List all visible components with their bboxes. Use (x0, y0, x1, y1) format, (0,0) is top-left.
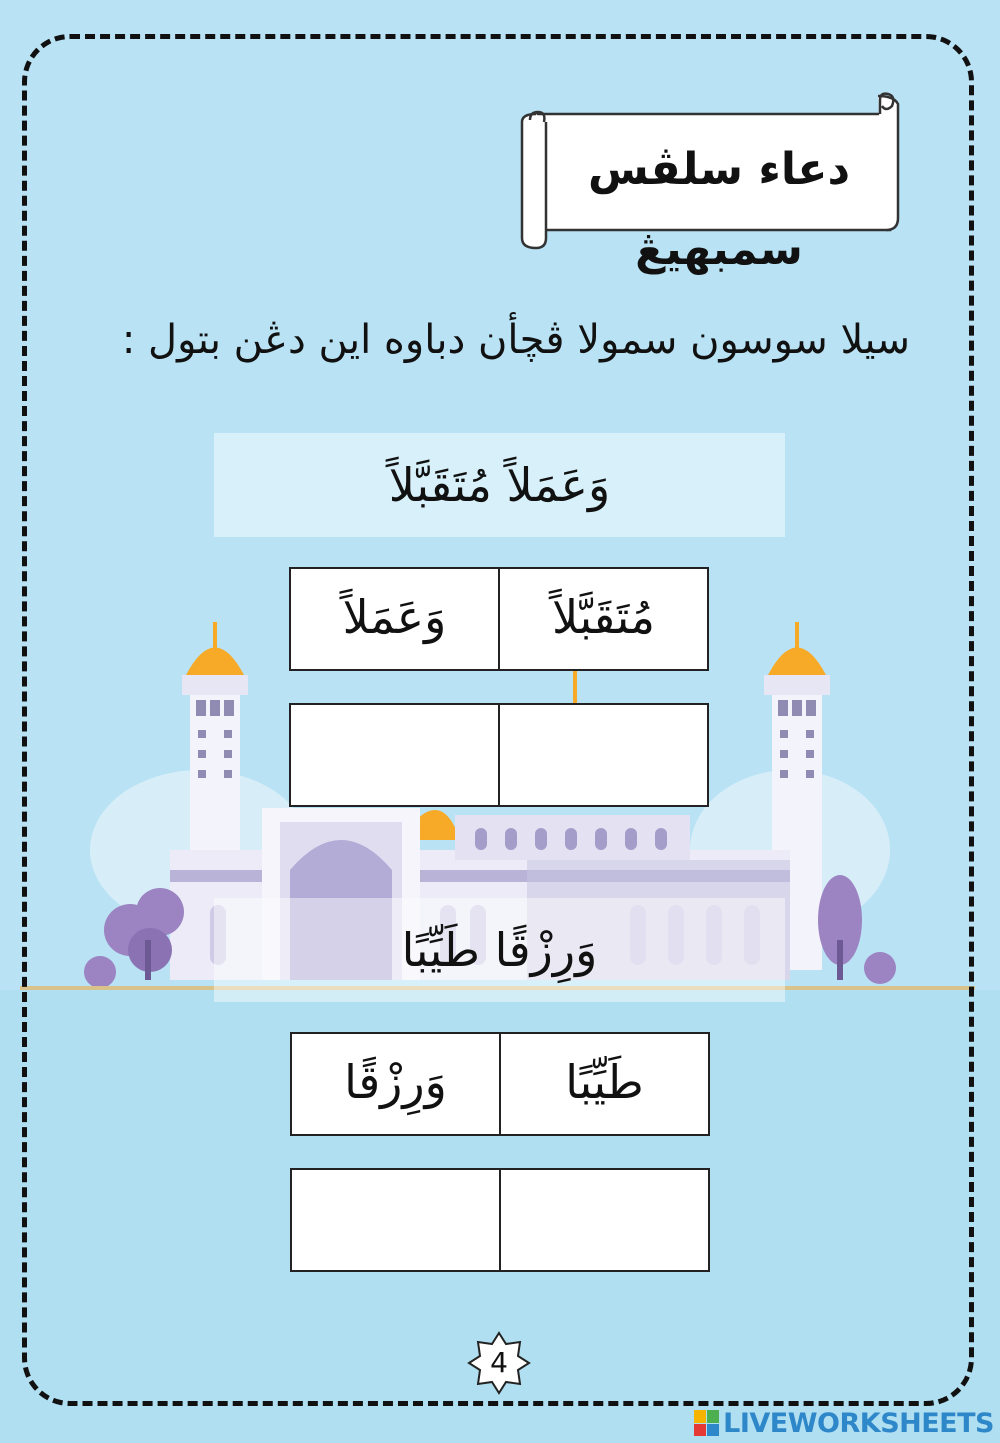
instruction-text: سيلا سوسون سمولا ڤچأن دباوه اين دڠن بتول : (121, 317, 910, 363)
page-number-badge (466, 1330, 532, 1396)
answer-input[interactable] (497, 1170, 708, 1272)
page-number: 4 (490, 1346, 508, 1379)
liveworksheets-icon (694, 1410, 719, 1436)
word-tiles-2 (290, 1032, 710, 1136)
answer-input[interactable] (287, 705, 498, 807)
answer-slot[interactable] (291, 705, 498, 805)
answer-input[interactable] (496, 705, 707, 807)
answer-slot[interactable] (498, 705, 707, 805)
word-tile[interactable]: وَعَمَلاً (342, 590, 447, 644)
word-tile[interactable]: وَرِزْقًا (344, 1055, 447, 1109)
word-tiles-1 (289, 567, 709, 671)
word-tile[interactable]: مُتَقَبَّلاً (498, 569, 707, 669)
answer-input[interactable] (288, 1170, 499, 1272)
brand-name: LIVEWORKSHEETS (723, 1407, 994, 1439)
answer-slot[interactable] (499, 1170, 708, 1270)
word-tile[interactable]: طَيِّبًا (499, 1034, 708, 1134)
brand-logo (694, 1406, 994, 1440)
title-scroll (518, 92, 904, 275)
answer-slot[interactable] (292, 1170, 499, 1270)
page-title: دعاء سلڤس سمبهيڠ (587, 144, 851, 275)
answer-row-1 (289, 703, 709, 807)
answer-row-2 (290, 1168, 710, 1272)
phrase-1: وَعَمَلاً مُتَقَبَّلاً (214, 433, 785, 537)
phrase-2: وَرِزْقًا طَيِّبًا (214, 898, 785, 1002)
